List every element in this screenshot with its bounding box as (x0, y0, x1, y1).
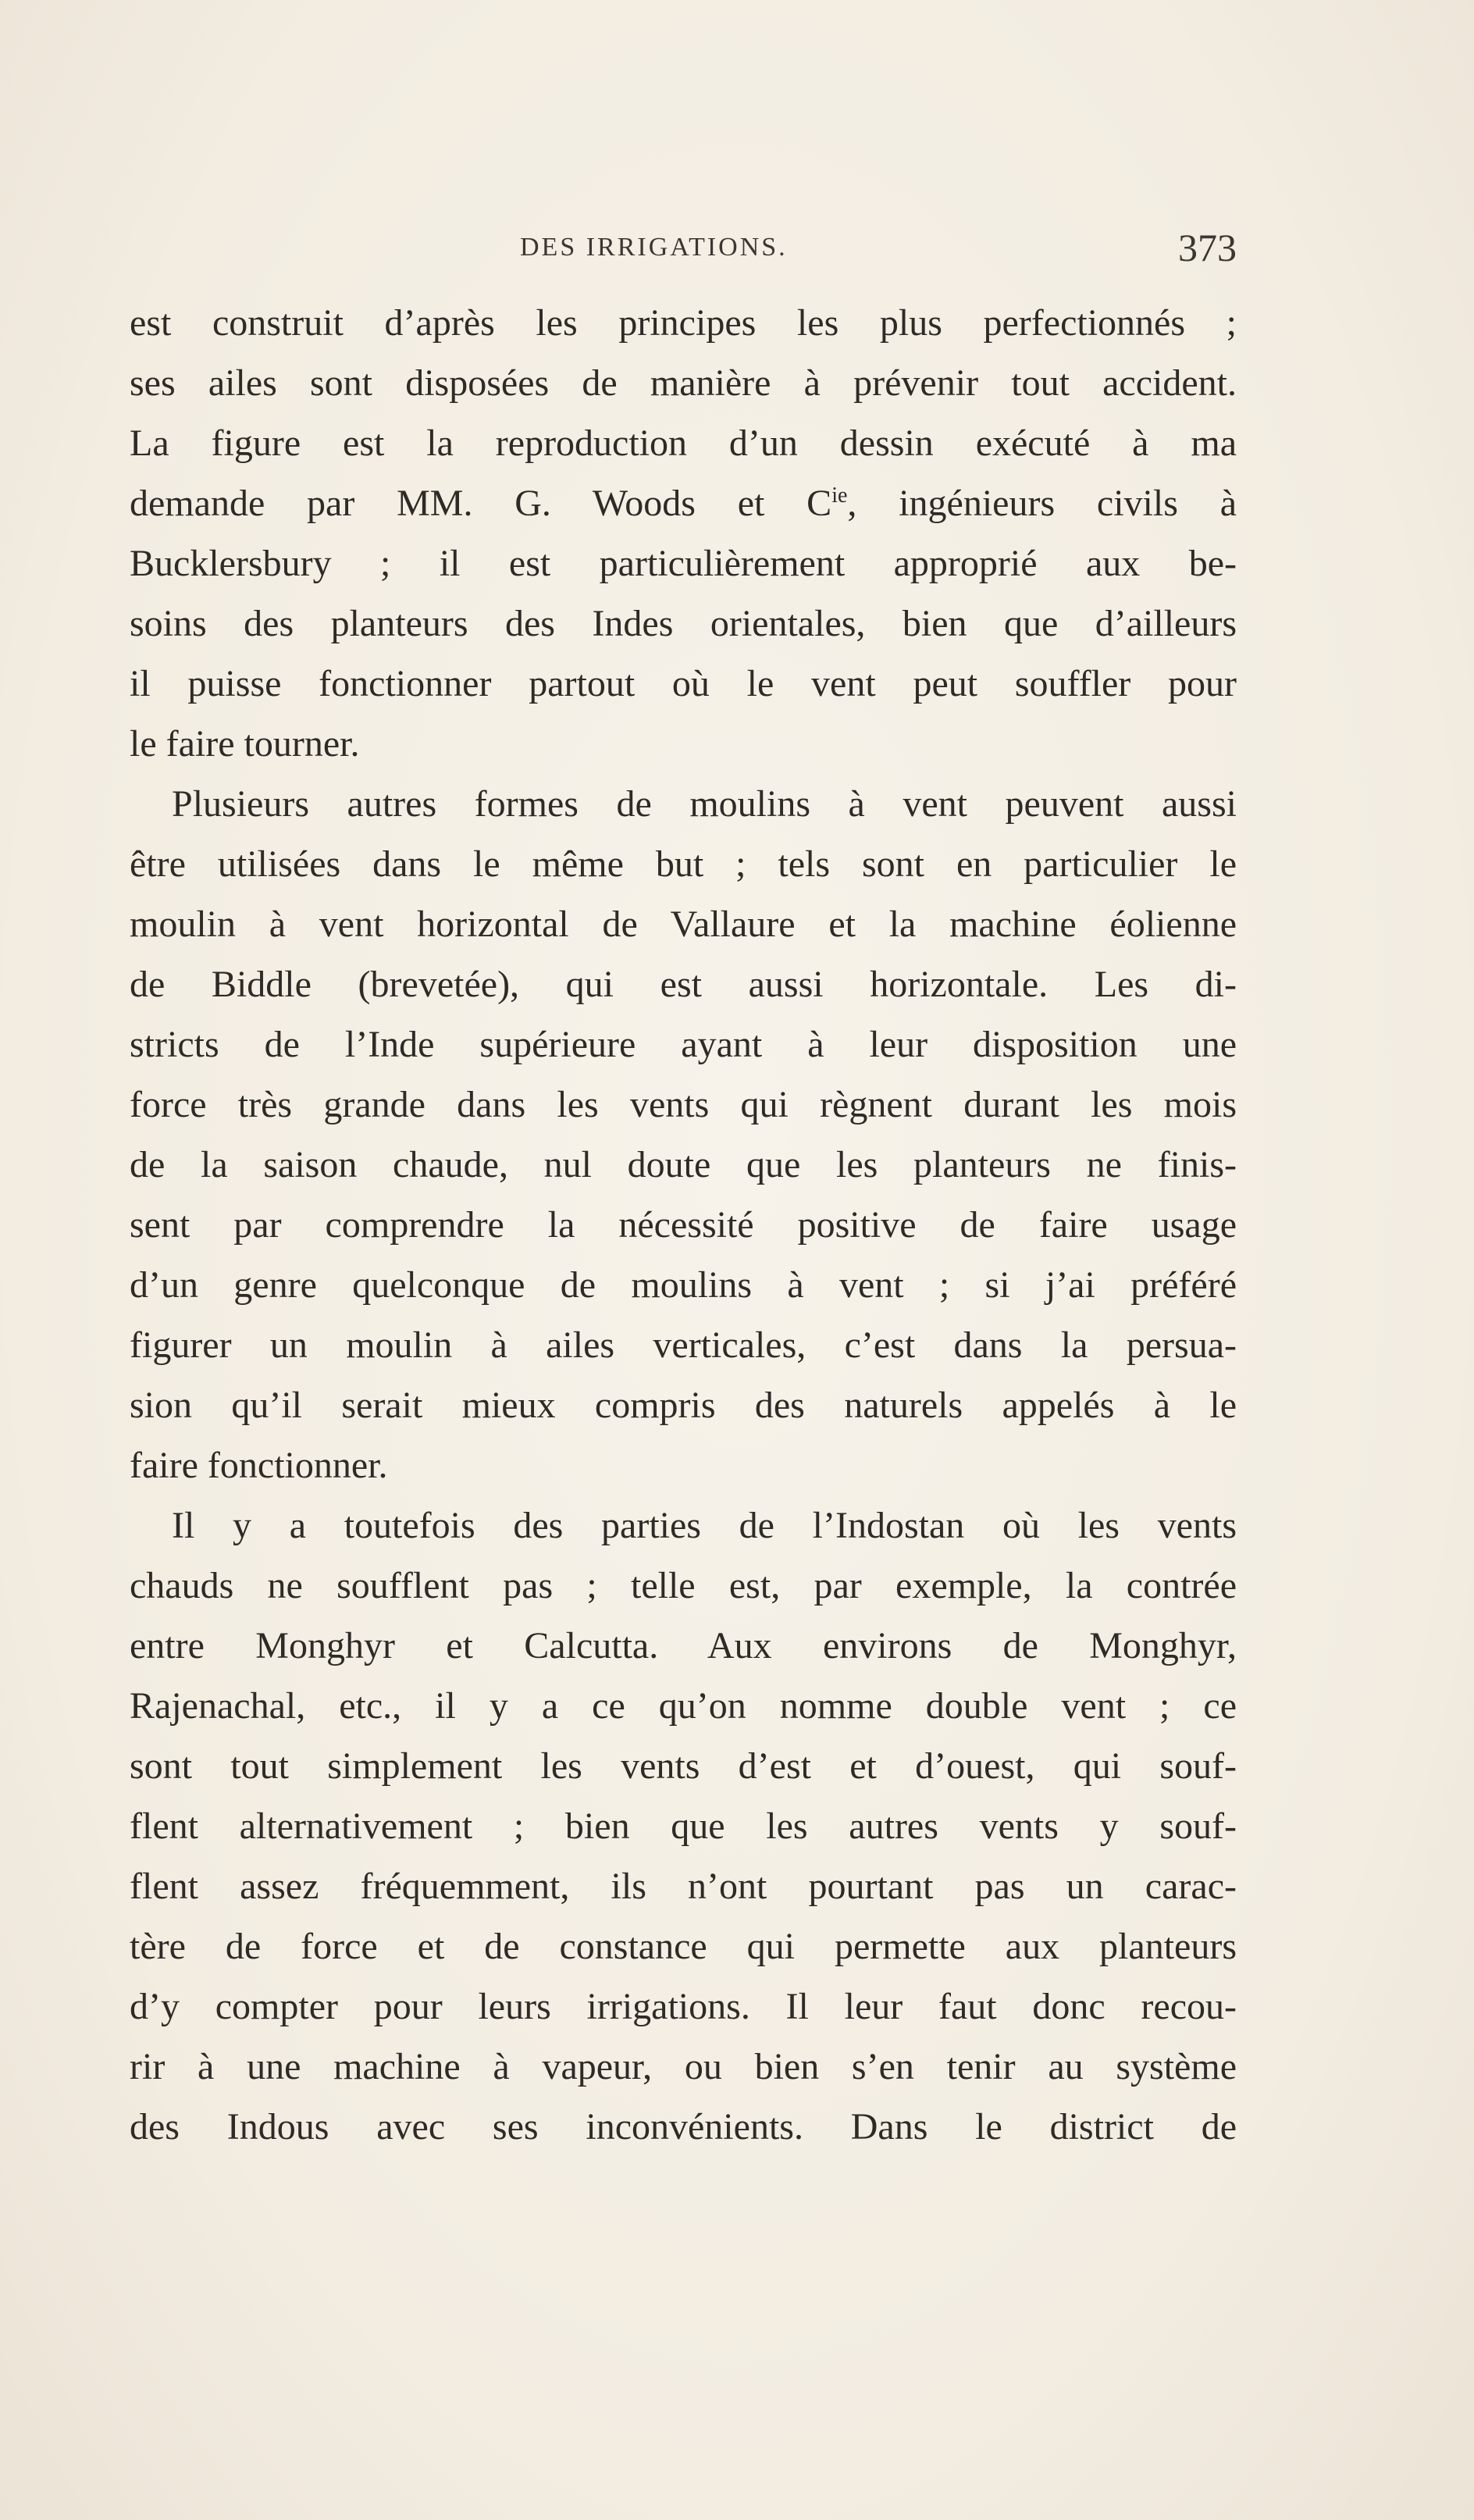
text-line: Bucklersbury ; il est particulièrement approprié aux be- (130, 543, 1237, 584)
text-line: de Biddle (brevetée), qui est aussi horizontale. Les di- (130, 964, 1237, 1005)
paragraph-1 (130, 293, 1237, 774)
text-line: sont tout simplement les vents d’est et d’ouest, qui souf- (130, 1745, 1237, 1787)
text-line: figurer un moulin à ailes verticales, c’est dans la persua- (130, 1324, 1237, 1366)
text-fragment: demande par MM. G. Woods et C (130, 483, 832, 524)
text-line: d’y compter pour leurs irrigations. Il leur faut donc recou- (130, 1986, 1237, 2027)
page-number: 373 (1178, 226, 1237, 269)
text-line: Rajenachal, etc., il y a ce qu’on nomme double vent ; ce (130, 1685, 1237, 1727)
text-line: flent alternativement ; bien que les autres vents y souf- (130, 1805, 1237, 1847)
text-line: flent assez fréquemment, ils n’ont pourtant pas un carac- (130, 1866, 1237, 1907)
text-line: d’un genre quelconque de moulins à vent ; si j’ai préféré (130, 1264, 1237, 1306)
text-line: La figure est la reproduction d’un dessin exécuté à ma (130, 422, 1237, 464)
text-line: tère de force et de constance qui permette aux planteurs (130, 1926, 1237, 1967)
text-line: chauds ne soufflent pas ; telle est, par exemple, la contrée (130, 1565, 1237, 1606)
text-line: Il y a toutefois des parties de l’Indostan où les vents (172, 1505, 1237, 1546)
text-line: entre Monghyr et Calcutta. Aux environs de Monghyr, (130, 1625, 1237, 1666)
text-line: il puisse fonctionner partout où le vent peut souffler pour (130, 663, 1237, 704)
running-title: DES IRRIGATIONS. (520, 233, 788, 262)
text-line: moulin à vent horizontal de Vallaure et la machine éolienne (130, 904, 1237, 945)
text-line: de la saison chaude, nul doute que les planteurs ne finis- (130, 1144, 1237, 1185)
text-line (130, 473, 1237, 533)
text-line: être utilisées dans le même but ; tels sont en particulier le (130, 843, 1237, 885)
text-line: soins des planteurs des Indes orientales, bien que d’ailleurs (130, 603, 1237, 644)
text-line: le faire tourner. (130, 723, 360, 765)
text-line: sent par comprendre la nécessité positive de faire usage (130, 1204, 1237, 1246)
text-line: ses ailes sont disposées de manière à prévenir tout accident. (130, 362, 1237, 404)
text-line: stricts de l’Inde supérieure ayant à leur disposition une (130, 1024, 1237, 1065)
paragraph-3 (130, 1495, 1237, 2157)
text-line: Plusieurs autres formes de moulins à vent peuvent aussi (172, 783, 1237, 825)
page-header (130, 225, 1237, 272)
text-line: faire fonctionner. (130, 1445, 388, 1486)
paragraph-2 (130, 774, 1237, 1495)
text-line: rir à une machine à vapeur, ou bien s’en tenir au système (130, 2046, 1237, 2087)
text-line: est construit d’après les principes les plus perfectionnés ; (130, 302, 1237, 344)
text-line: force très grande dans les vents qui règnent durant les mois (130, 1084, 1237, 1125)
text-line: sion qu’il serait mieux compris des naturels appelés à le (130, 1385, 1237, 1426)
body-text (130, 293, 1237, 2157)
text-fragment: , ingénieurs civils à (847, 483, 1237, 524)
superscript: ie (831, 483, 848, 508)
text-line: des Indous avec ses inconvénients. Dans le district de (130, 2106, 1237, 2148)
